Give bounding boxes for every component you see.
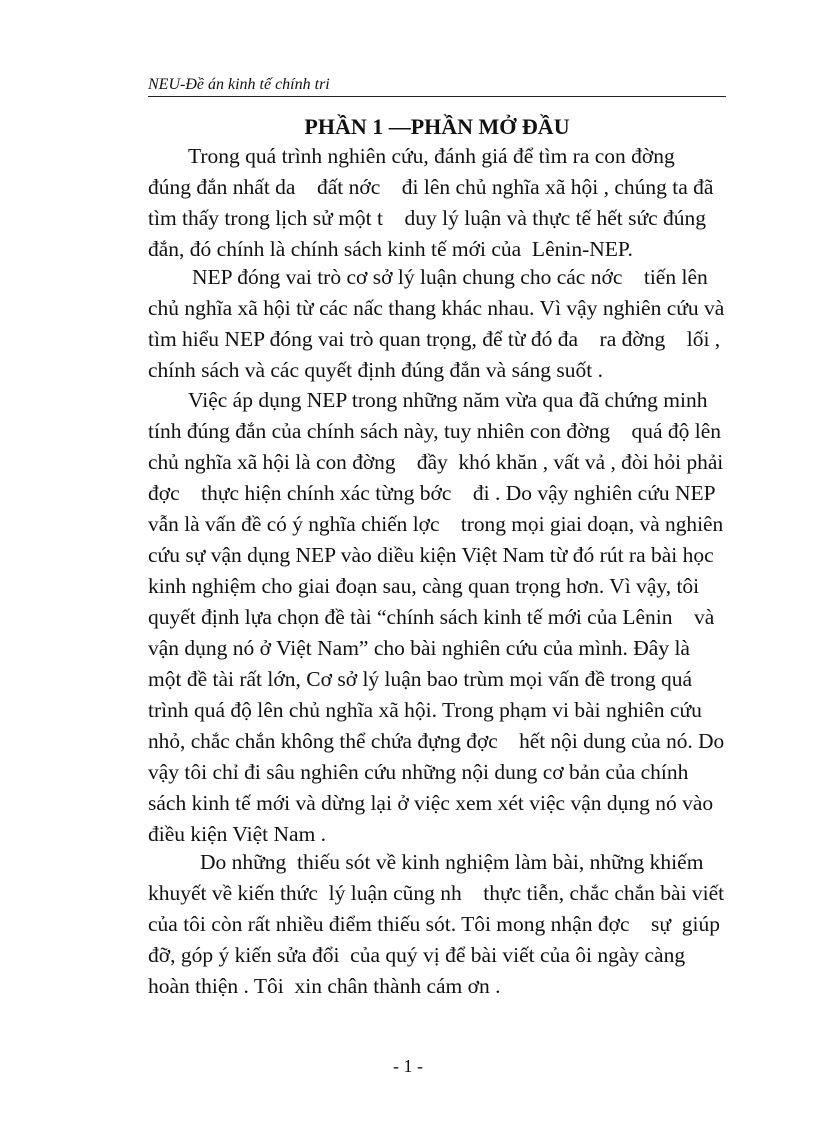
paragraph-line: đỡ, góp ý kiến sửa đổi của quý vị để bài viết của ôi ngày càng	[148, 943, 686, 967]
section-title: PHẦN 1 —PHẦN MỞ ĐẦU	[304, 114, 570, 139]
paragraph-line: chính sách và các quyết định đúng đắn và sáng suốt .	[148, 358, 603, 382]
paragraph-line: chủ nghĩa xã hội là con đờng đầy khó khăn , vất vả , đòi hỏi phải	[148, 450, 724, 474]
paragraph-line: nhỏ, chắc chắn không thể chứa đựng đợc hết nội dung của nó. Do	[148, 729, 725, 753]
paragraph-line: điều kiện Việt Nam .	[148, 822, 327, 846]
paragraph-4	[148, 847, 724, 1002]
paragraph-2	[148, 262, 724, 386]
paragraph-line: Trong quá trình nghiên cứu, đánh giá để tìm ra con đờng	[188, 144, 675, 168]
paragraph-line: đắn, đó chính là chính sách kinh tế mới của Lênin-NEP.	[148, 237, 633, 261]
paragraph-line: tìm hiểu NEP đóng vai trò quan trọng, để từ đó đa ra đờng lối ,	[148, 327, 721, 351]
paragraph-3	[148, 385, 724, 850]
paragraph-line: tính đúng đắn của chính sách này, tuy nhiên con đờng quá độ lên	[148, 419, 722, 443]
paragraph-line: vẫn là vấn đề có ý nghĩa chiến lợc trong mọi giai doạn, và nghiên	[148, 512, 724, 536]
paragraph-line: vận dụng nó ở Việt Nam” cho bài nghiên cứu của mình. Đây là	[148, 636, 690, 660]
paragraph-line: tìm thấy trong lịch sử một t duy lý luận và thực tế hết sức đúng	[148, 206, 707, 230]
paragraph-line: quyết định lựa chọn đề tài “chính sách kinh tế mới của Lênin và	[148, 605, 715, 629]
page-number: - 1 -	[393, 1056, 423, 1076]
paragraph-line: khuyết về kiến thức lý luận cũng nh thực tiễn, chắc chắn bài viết	[148, 881, 725, 905]
paragraph-line: Do những thiếu sót về kinh nghiệm làm bài, những khiếm	[200, 850, 704, 874]
paragraph-line: vậy tôi chỉ đi sâu nghiên cứu những nội dung cơ bản của chính	[148, 760, 689, 784]
paragraph-line: một đề tài rất lớn, Cơ sở lý luận bao trùm mọi vấn đề trong quá	[148, 667, 693, 691]
paragraph-line: cứu sự vận dụng NEP vào diều kiện Việt Nam từ đó rút ra bài học	[148, 543, 714, 567]
paragraph-line: đợc thực hiện chính xác từng bớc đi . Do vậy nghiên cứu NEP	[148, 481, 716, 505]
paragraph-line: sách kinh tế mới và dừng lại ở việc xem xét việc vận dụng nó vào	[148, 791, 714, 815]
paragraph-line: của tôi còn rất nhiều điểm thiếu sót. Tôi mong nhận đợc sự giúp	[148, 912, 720, 936]
paragraph-line: kinh nghiệm cho giai đoạn sau, càng quan trọng hơn. Vì vậy, tôi	[148, 574, 700, 598]
header-text: NEU-Đề án kinh tế chính tri	[148, 76, 330, 93]
paragraph-line: đúng đắn nhất da đất nớc đi lên chủ nghĩa xã hội , chúng ta đã	[148, 175, 714, 199]
paragraph-line: trình quá độ lên chủ nghĩa xã hội. Trong phạm vi bài nghiên cứu	[148, 698, 702, 722]
paragraph-line: chủ nghĩa xã hội từ các nấc thang khác nhau. Vì vậy nghiên cứu và	[148, 296, 725, 320]
page-header	[148, 76, 726, 97]
paragraph-1	[148, 141, 724, 265]
paragraph-line: hoàn thiện . Tôi xin chân thành cám ơn .	[148, 974, 501, 998]
paragraph-line: Việc áp dụng NEP trong những năm vừa qua đã chứng minh	[188, 388, 708, 412]
paragraph-line: NEP đóng vai trò cơ sở lý luận chung cho các nớc tiến lên	[192, 265, 708, 289]
